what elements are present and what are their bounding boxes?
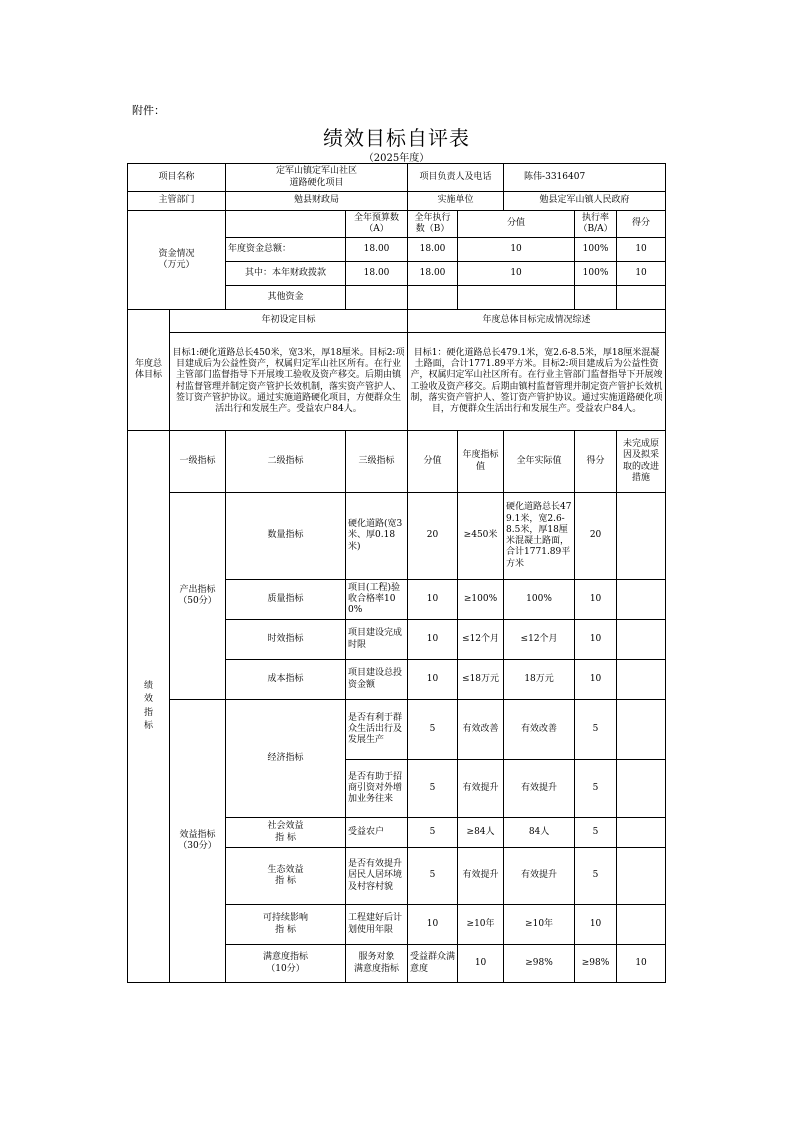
attachment-label: 附件： — [132, 104, 165, 117]
project-name-label: 项目名称 — [128, 164, 226, 192]
cost-indicator: 成本指标 — [226, 660, 346, 700]
funds-row-total-label: 年度资金总额： — [226, 238, 346, 262]
funds-label-line1: 资金情况 — [158, 248, 195, 259]
funds-col-budget-line2: （A） — [364, 224, 389, 234]
header-level1: 一级指标 — [170, 431, 226, 493]
annual-goal-label-line1: 年度总 — [134, 358, 162, 369]
benefit-label-line1: 效益指标 — [179, 829, 216, 840]
service-satisfaction-line1: 服务对象 — [358, 952, 395, 963]
econ-row2-actual: 有效提升 — [504, 760, 575, 818]
cost-score: 10 — [575, 660, 617, 700]
funds-col-rate-line2: （B/A） — [578, 224, 613, 234]
quantity-level3: 硬化道路(宽3米、厚0.18米) — [346, 493, 408, 580]
output-indicator-label — [170, 493, 226, 700]
funds-col-rate-line1: 执行率 — [582, 212, 610, 223]
header-value: 分值 — [408, 431, 458, 493]
sustainability-score: 10 — [575, 905, 617, 945]
benefit-indicator-label — [170, 700, 226, 983]
year-label: （2025年度） — [363, 153, 430, 164]
ecological-value: 5 — [408, 848, 458, 905]
quality-score: 10 — [575, 580, 617, 620]
cost-actual: 18万元 — [504, 660, 575, 700]
header-target-line2: 值 — [476, 461, 486, 472]
sustainability-value: 10 — [408, 905, 458, 945]
project-owner-value: 陈伟-3316407 — [504, 164, 666, 192]
funds-row-other-rate — [575, 286, 617, 310]
funds-label — [128, 211, 226, 310]
social-reason — [617, 818, 666, 848]
funds-col-score: 得分 — [617, 211, 666, 238]
funds-row-fiscal-budget: 18.00 — [346, 262, 408, 286]
ecological-indicator-line1: 生态效益 — [267, 864, 304, 875]
timeliness-target: ≤12个月 — [458, 620, 504, 660]
quality-actual: 100% — [504, 580, 575, 620]
satisfaction-target: ≥98% — [504, 945, 575, 983]
cost-reason — [617, 660, 666, 700]
social-indicator-line2: 指 标 — [275, 832, 296, 843]
output-label-line1: 产出指标 — [179, 584, 216, 595]
quality-reason — [617, 580, 666, 620]
quality-target: ≥100% — [458, 580, 504, 620]
header-score: 得分 — [575, 431, 617, 493]
ecological-level3: 是否有效提升居民人居环境及村容村貌 — [346, 848, 408, 905]
satisfaction-label-line2: （10分） — [266, 963, 305, 974]
timeliness-score: 10 — [575, 620, 617, 660]
sustainability-indicator — [226, 905, 346, 945]
ecological-indicator-line2: 指 标 — [275, 876, 296, 886]
funds-col-budget — [346, 211, 408, 238]
project-name-line2: 道路硬化项目 — [289, 177, 344, 188]
dept-label: 主管部门 — [128, 192, 226, 211]
satisfaction-label-line1: 满意度指标 — [263, 952, 309, 963]
project-name-line1: 定军山镇定军山社区 — [276, 166, 358, 177]
econ-row1-reason — [617, 700, 666, 760]
service-satisfaction-indicator — [346, 945, 408, 983]
sustainability-target: ≥10年 — [458, 905, 504, 945]
impl-unit-value: 勉县定军山镇人民政府 — [504, 192, 666, 211]
benefit-label-line2: （30分） — [178, 841, 217, 851]
satisfaction-indicator-label — [226, 945, 346, 983]
satisfaction-score: 10 — [617, 945, 666, 983]
funds-col-budget-line1: 全年预算数 — [354, 212, 400, 223]
funds-row-other-budget — [346, 286, 408, 310]
econ-row1-level3: 是否有利于群众生活出行及发展生产 — [346, 700, 408, 760]
perf-label-char-3: 指 — [143, 707, 153, 718]
satisfaction-actual: ≥98% — [575, 945, 617, 983]
impl-unit-label: 实施单位 — [408, 192, 504, 211]
econ-row2-value: 5 — [408, 760, 458, 818]
quality-indicator: 质量指标 — [226, 580, 346, 620]
econ-row2-target: 有效提升 — [458, 760, 504, 818]
ecological-score: 5 — [575, 848, 617, 905]
econ-row1-actual: 有效改善 — [504, 700, 575, 760]
social-actual: 84人 — [504, 818, 575, 848]
ecological-indicator — [226, 848, 346, 905]
quantity-indicator: 数量指标 — [226, 493, 346, 580]
header-level2: 二级指标 — [226, 431, 346, 493]
ecological-actual: 有效提升 — [504, 848, 575, 905]
funds-row-other-label: 其他资金 — [226, 286, 346, 310]
social-level3: 受益农户 — [346, 818, 408, 848]
header-reason: 未完成原因及拟采取的改进措施 — [617, 431, 666, 493]
timeliness-indicator: 时效指标 — [226, 620, 346, 660]
perf-indicator-label — [128, 431, 170, 983]
quality-value: 10 — [408, 580, 458, 620]
final-summary-text: 目标1：硬化道路总长479.1米，宽2.6-8.5米，厚18厘米混凝土路面，合计1771.89平方米。目标2:项目建成后为公益性资产，权属归定军山社区所有。在行业主管部门监督指导下开展竣工验收及资产移交。后期由镇村监督管理并制定资产管护长效机制，落实资产管护人、签订资产管护协议。通过实施道路硬化项目，方便群众生活出行和发展生产。受益农户84人。 — [408, 333, 666, 431]
quantity-value: 20 — [408, 493, 458, 580]
final-summary-header: 年度总体目标完成情况综述 — [408, 310, 666, 333]
funds-col-exec — [408, 211, 458, 238]
project-owner-label: 项目负责人及电话 — [408, 164, 504, 192]
page-title: 绩效目标自评表 — [323, 126, 470, 150]
funds-col-exec-line2: 数（B） — [415, 224, 450, 234]
econ-row1-value: 5 — [408, 700, 458, 760]
cost-level3: 项目建设总投资金额 — [346, 660, 408, 700]
funds-row-other-score — [617, 286, 666, 310]
funds-label-line2: （万元） — [158, 260, 195, 270]
funds-col-value: 分值 — [458, 211, 575, 238]
funds-row-total-value: 10 — [458, 238, 575, 262]
initial-goal-header: 年初设定目标 — [170, 310, 408, 333]
service-satisfaction-line2: 满意度指标 — [354, 963, 400, 974]
sustainability-actual: ≥10年 — [504, 905, 575, 945]
funds-row-fiscal-score: 10 — [617, 262, 666, 286]
satisfaction-level3: 受益群众满意度 — [408, 945, 458, 983]
funds-row-fiscal-value: 10 — [458, 262, 575, 286]
funds-row-total-exec: 18.00 — [408, 238, 458, 262]
funds-row-fiscal-rate: 100% — [575, 262, 617, 286]
sustainability-indicator-line2: 指 标 — [275, 924, 296, 935]
self-evaluation-table — [127, 163, 666, 983]
econ-row2-score: 5 — [575, 760, 617, 818]
social-target: ≥84人 — [458, 818, 504, 848]
timeliness-reason — [617, 620, 666, 660]
annual-goal-label-line2: 体目标 — [134, 370, 162, 380]
funds-row-total-budget: 18.00 — [346, 238, 408, 262]
ecological-target: 有效提升 — [458, 848, 504, 905]
perf-label-char-2: 效 — [143, 694, 153, 705]
social-score: 5 — [575, 818, 617, 848]
annual-goal-label — [128, 310, 170, 431]
sustainability-indicator-line1: 可持续影响 — [263, 913, 309, 924]
header-target — [458, 431, 504, 493]
dept-value: 勉县财政局 — [226, 192, 408, 211]
quantity-actual: 硬化道路总长479.1米，宽2.6-8.5米，厚18厘米混凝土路面，合计1771.89平方米 — [504, 493, 575, 580]
social-indicator — [226, 818, 346, 848]
econ-row2-reason — [617, 760, 666, 818]
funds-row-total-rate: 100% — [575, 238, 617, 262]
quantity-score: 20 — [575, 493, 617, 580]
social-indicator-line1: 社会效益 — [267, 821, 304, 832]
econ-row1-target: 有效改善 — [458, 700, 504, 760]
funds-row-fiscal-label: 其中：本年财政拨款 — [226, 262, 346, 286]
funds-row-other-exec — [408, 286, 458, 310]
header-level3: 三级指标 — [346, 431, 408, 493]
sustainability-level3: 工程建好后计划使用年限 — [346, 905, 408, 945]
perf-label-char-4: 标 — [143, 720, 153, 731]
funds-row-fiscal-exec: 18.00 — [408, 262, 458, 286]
project-name-value — [226, 164, 408, 192]
header-target-line1: 年度指标 — [462, 450, 499, 461]
funds-blank-header — [226, 211, 346, 238]
cost-value: 10 — [408, 660, 458, 700]
social-value: 5 — [408, 818, 458, 848]
sustainability-reason — [617, 905, 666, 945]
quantity-reason — [617, 493, 666, 580]
ecological-reason — [617, 848, 666, 905]
quantity-target: ≥450米 — [458, 493, 504, 580]
output-label-line2: （50分） — [178, 596, 217, 606]
timeliness-value: 10 — [408, 620, 458, 660]
quality-level3: 项目(工程)验收合格率100% — [346, 580, 408, 620]
funds-row-other-value — [458, 286, 575, 310]
funds-col-exec-line1: 全年执行 — [414, 212, 451, 223]
funds-col-rate — [575, 211, 617, 238]
initial-goal-text: 目标1:硬化道路总长450米，宽3米，厚18厘米。目标2:项目建成后为公益性资产，权属归定军山社区所有。在行业主管部门监督指导下开展竣工验收及资产移交。后期由镇村监督管理并制定资产管护长效机制，落实资产管护人、签订资产管护协议。通过实施道路硬化项目，方便群众生活出行和发展生产。受益农户84人。 — [170, 333, 408, 431]
funds-row-total-score: 10 — [617, 238, 666, 262]
econ-row1-score: 5 — [575, 700, 617, 760]
cost-target: ≤18万元 — [458, 660, 504, 700]
satisfaction-value: 10 — [458, 945, 504, 983]
economic-indicator: 经济指标 — [226, 700, 346, 818]
perf-label-char-1: 绩 — [143, 681, 153, 692]
header-actual: 全年实际值 — [504, 431, 575, 493]
econ-row2-level3: 是否有助于招商引资对外增加业务往来 — [346, 760, 408, 818]
timeliness-actual: ≤12个月 — [504, 620, 575, 660]
timeliness-level3: 项目建设完成时限 — [346, 620, 408, 660]
